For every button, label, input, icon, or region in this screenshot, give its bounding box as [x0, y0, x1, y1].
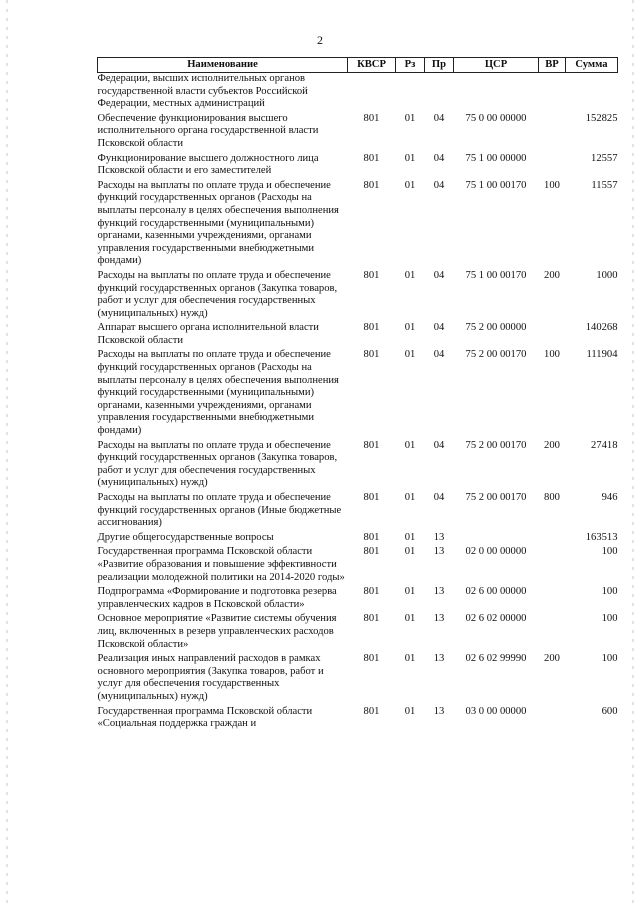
- cell-pr: 04: [433, 439, 445, 451]
- cell-name: Реализация иных направлений расходов в рамках основного мероприятия (Закупка товаров, работ и услуг для обеспечения государственных (муниципальных) нужд): [97, 653, 324, 702]
- header-rz: Рз: [396, 58, 425, 73]
- cell-sum: 140268: [585, 322, 618, 334]
- cell-sum: [566, 73, 618, 113]
- cell-rz: 01: [404, 152, 416, 164]
- cell-kvsr: 801: [363, 531, 380, 543]
- cell-pr: 13: [433, 705, 445, 717]
- scan-edge-right: [632, 0, 634, 905]
- cell-pr: 13: [433, 586, 445, 598]
- cell-rz: 01: [404, 586, 416, 598]
- cell-rz: 01: [404, 112, 416, 124]
- cell-name: Другие общегосударственные вопросы: [97, 531, 274, 543]
- cell-name: Расходы на выплаты по оплате труда и обеспечение функций государственных органов (Иные бюджетные ассигнования): [97, 492, 342, 529]
- table-row: [98, 706, 618, 733]
- header-csr: ЦСР: [454, 58, 539, 73]
- cell-vr: [539, 113, 566, 153]
- table-header-row: [98, 58, 618, 73]
- cell-sum: 152825: [585, 112, 618, 124]
- cell-csr: 75 1 00 00000: [465, 152, 527, 164]
- cell-vr: 100: [544, 349, 560, 361]
- cell-sum: 1000: [596, 269, 618, 281]
- cell-csr: 02 6 02 00000: [465, 613, 527, 625]
- cell-pr: 04: [433, 179, 445, 191]
- cell-csr: 75 1 00 00170: [465, 269, 527, 281]
- cell-rz: [396, 73, 425, 113]
- cell-sum: 100: [601, 613, 618, 625]
- cell-csr: [454, 73, 539, 113]
- cell-kvsr: 801: [363, 322, 380, 334]
- cell-vr: [539, 706, 566, 733]
- table-row: [98, 113, 618, 153]
- table-row: [98, 546, 618, 586]
- cell-rz: 01: [404, 349, 416, 361]
- cell-csr: 02 6 00 00000: [465, 586, 527, 598]
- cell-name: Аппарат высшего органа исполнительной власти Псковской области: [97, 322, 319, 346]
- cell-name: Расходы на выплаты по оплате труда и обеспечение функций государственных органов (Расходы на выплаты персоналу в целях обеспечения выполнения функций государственными (муниципальными) органами, казенными учреждениями, органами управления государственными внебюджетными фондами): [97, 179, 339, 267]
- table-row: [98, 73, 618, 113]
- cell-sum: 100: [601, 653, 618, 665]
- cell-rz: 01: [404, 546, 416, 558]
- cell-name: Функционирование высшего должностного лица Псковской области и его заместителей: [97, 152, 319, 177]
- cell-kvsr: [348, 73, 396, 113]
- cell-name: Расходы на выплаты по оплате труда и обеспечение функций государственных органов (Расходы на выплаты персоналу в целях обеспечения выполнения функций государственными (муниципальными) органами, казенными учреждениями, органами управления государственными внебюджетными фондами): [97, 349, 339, 437]
- cell-sum: 163513: [585, 531, 618, 543]
- cell-vr: [539, 322, 566, 349]
- cell-csr: 75 1 00 00170: [465, 179, 527, 191]
- cell-sum: 111904: [586, 349, 618, 361]
- cell-vr: [539, 532, 566, 547]
- cell-rz: 01: [404, 492, 416, 503]
- page-number: 2: [317, 33, 323, 47]
- cell-vr: [539, 586, 566, 613]
- cell-name: Расходы на выплаты по оплате труда и обеспечение функций государственных органов (Закупка товаров, работ и услуг для обеспечения государственных (муниципальных) нужд): [97, 439, 338, 489]
- cell-rz: 01: [404, 439, 416, 451]
- cell-kvsr: 801: [363, 179, 380, 191]
- cell-kvsr: 801: [363, 705, 380, 717]
- cell-kvsr: 801: [363, 492, 380, 503]
- table-row: [98, 440, 618, 492]
- cell-csr: 75 2 00 00000: [465, 322, 527, 334]
- cell-vr: [539, 546, 566, 586]
- table-row: [98, 322, 618, 349]
- header-kvsr: КВСР: [348, 58, 396, 73]
- cell-vr: [539, 73, 566, 113]
- cell-rz: 01: [404, 179, 416, 191]
- cell-pr: [425, 73, 454, 113]
- cell-csr: 02 0 00 00000: [465, 546, 527, 558]
- cell-sum: 12557: [591, 152, 618, 164]
- cell-csr: 75 2 00 00170: [465, 349, 527, 361]
- cell-csr: 02 6 02 99990: [465, 653, 527, 665]
- header-vr: ВР: [539, 58, 566, 73]
- cell-kvsr: 801: [363, 546, 380, 558]
- cell-pr: 13: [433, 531, 445, 543]
- scan-edge-left: [6, 0, 8, 905]
- table-row: [98, 153, 618, 180]
- cell-rz: 01: [404, 613, 416, 625]
- cell-kvsr: 801: [363, 586, 380, 598]
- cell-vr: [539, 153, 566, 180]
- cell-pr: 04: [433, 492, 445, 503]
- cell-kvsr: 801: [363, 613, 380, 625]
- cell-name: Основное мероприятие «Развитие системы обучения лиц, включенных в резерв управленческих расходов Псковской области»: [97, 613, 337, 650]
- cell-rz: 01: [404, 269, 416, 281]
- header-pr: Пр: [425, 58, 454, 73]
- cell-rz: 01: [404, 531, 416, 543]
- cell-sum: 600: [601, 705, 618, 717]
- cell-sum: 100: [601, 546, 618, 558]
- table-body: [98, 73, 618, 733]
- cell-csr: 75 0 00 00000: [465, 112, 527, 124]
- cell-rz: 01: [404, 653, 416, 665]
- cell-pr: 04: [433, 112, 445, 124]
- cell-kvsr: 801: [363, 112, 380, 124]
- cell-name: Расходы на выплаты по оплате труда и обеспечение функций государственных органов (Закупка товаров, работ и услуг для обеспечения государственных (муниципальных) нужд): [97, 269, 338, 319]
- cell-name: Государственная программа Псковской области «Развитие образования и повышение эффективности реализации молодежной политики на 2014-2020 годы»: [97, 546, 345, 583]
- header-sum: Сумма: [566, 58, 618, 73]
- cell-rz: 01: [404, 322, 416, 334]
- table-row: [98, 653, 618, 705]
- cell-kvsr: 801: [363, 653, 380, 665]
- cell-pr: 04: [433, 269, 445, 281]
- cell-csr: 03 0 00 00000: [465, 705, 527, 717]
- cell-pr: 04: [433, 152, 445, 164]
- cell-vr: [539, 613, 566, 653]
- cell-rz: 01: [404, 705, 416, 717]
- table-row: [98, 586, 618, 613]
- cell-kvsr: 801: [363, 152, 380, 164]
- cell-pr: 04: [433, 322, 445, 334]
- table-row: [98, 270, 618, 322]
- cell-kvsr: 801: [363, 269, 380, 281]
- cell-pr: 13: [433, 546, 445, 558]
- table-row: [98, 349, 618, 439]
- cell-sum: 946: [601, 492, 618, 503]
- cell-csr: [454, 532, 539, 547]
- cell-sum: 27418: [591, 439, 618, 451]
- cell-sum: 100: [601, 586, 618, 598]
- cell-vr: 200: [544, 269, 560, 281]
- cell-sum: 11557: [591, 179, 618, 191]
- cell-kvsr: 801: [363, 439, 380, 451]
- cell-csr: 75 2 00 00170: [465, 492, 527, 503]
- cell-vr: 200: [544, 653, 560, 665]
- table-row: [98, 492, 618, 532]
- cell-vr: 200: [544, 439, 560, 451]
- cell-vr: 100: [544, 179, 560, 191]
- budget-table: [97, 57, 618, 733]
- cell-csr: 75 2 00 00170: [465, 439, 527, 451]
- cell-name: Подпрограмма «Формирование и подготовка резерва управленческих кадров в Псковской области»: [97, 586, 337, 610]
- table-row: [98, 180, 618, 270]
- cell-kvsr: 801: [363, 349, 380, 361]
- cell-vr: 800: [544, 492, 560, 503]
- cell-name: Государственная программа Псковской области «Социальная поддержка граждан и: [97, 705, 313, 730]
- table-row: [98, 613, 618, 653]
- cell-name: Федерации, высших исполнительных органов государственной власти субъектов Российской Федерации, местных администраций: [97, 73, 308, 110]
- cell-name: Обеспечение функционирования высшего исполнительного органа государственной власти Псковской области: [97, 112, 319, 149]
- table-row: [98, 532, 618, 547]
- cell-pr: 04: [433, 349, 445, 361]
- header-name: Наименование: [98, 58, 348, 73]
- cell-pr: 13: [433, 653, 445, 665]
- cell-pr: 13: [433, 613, 445, 625]
